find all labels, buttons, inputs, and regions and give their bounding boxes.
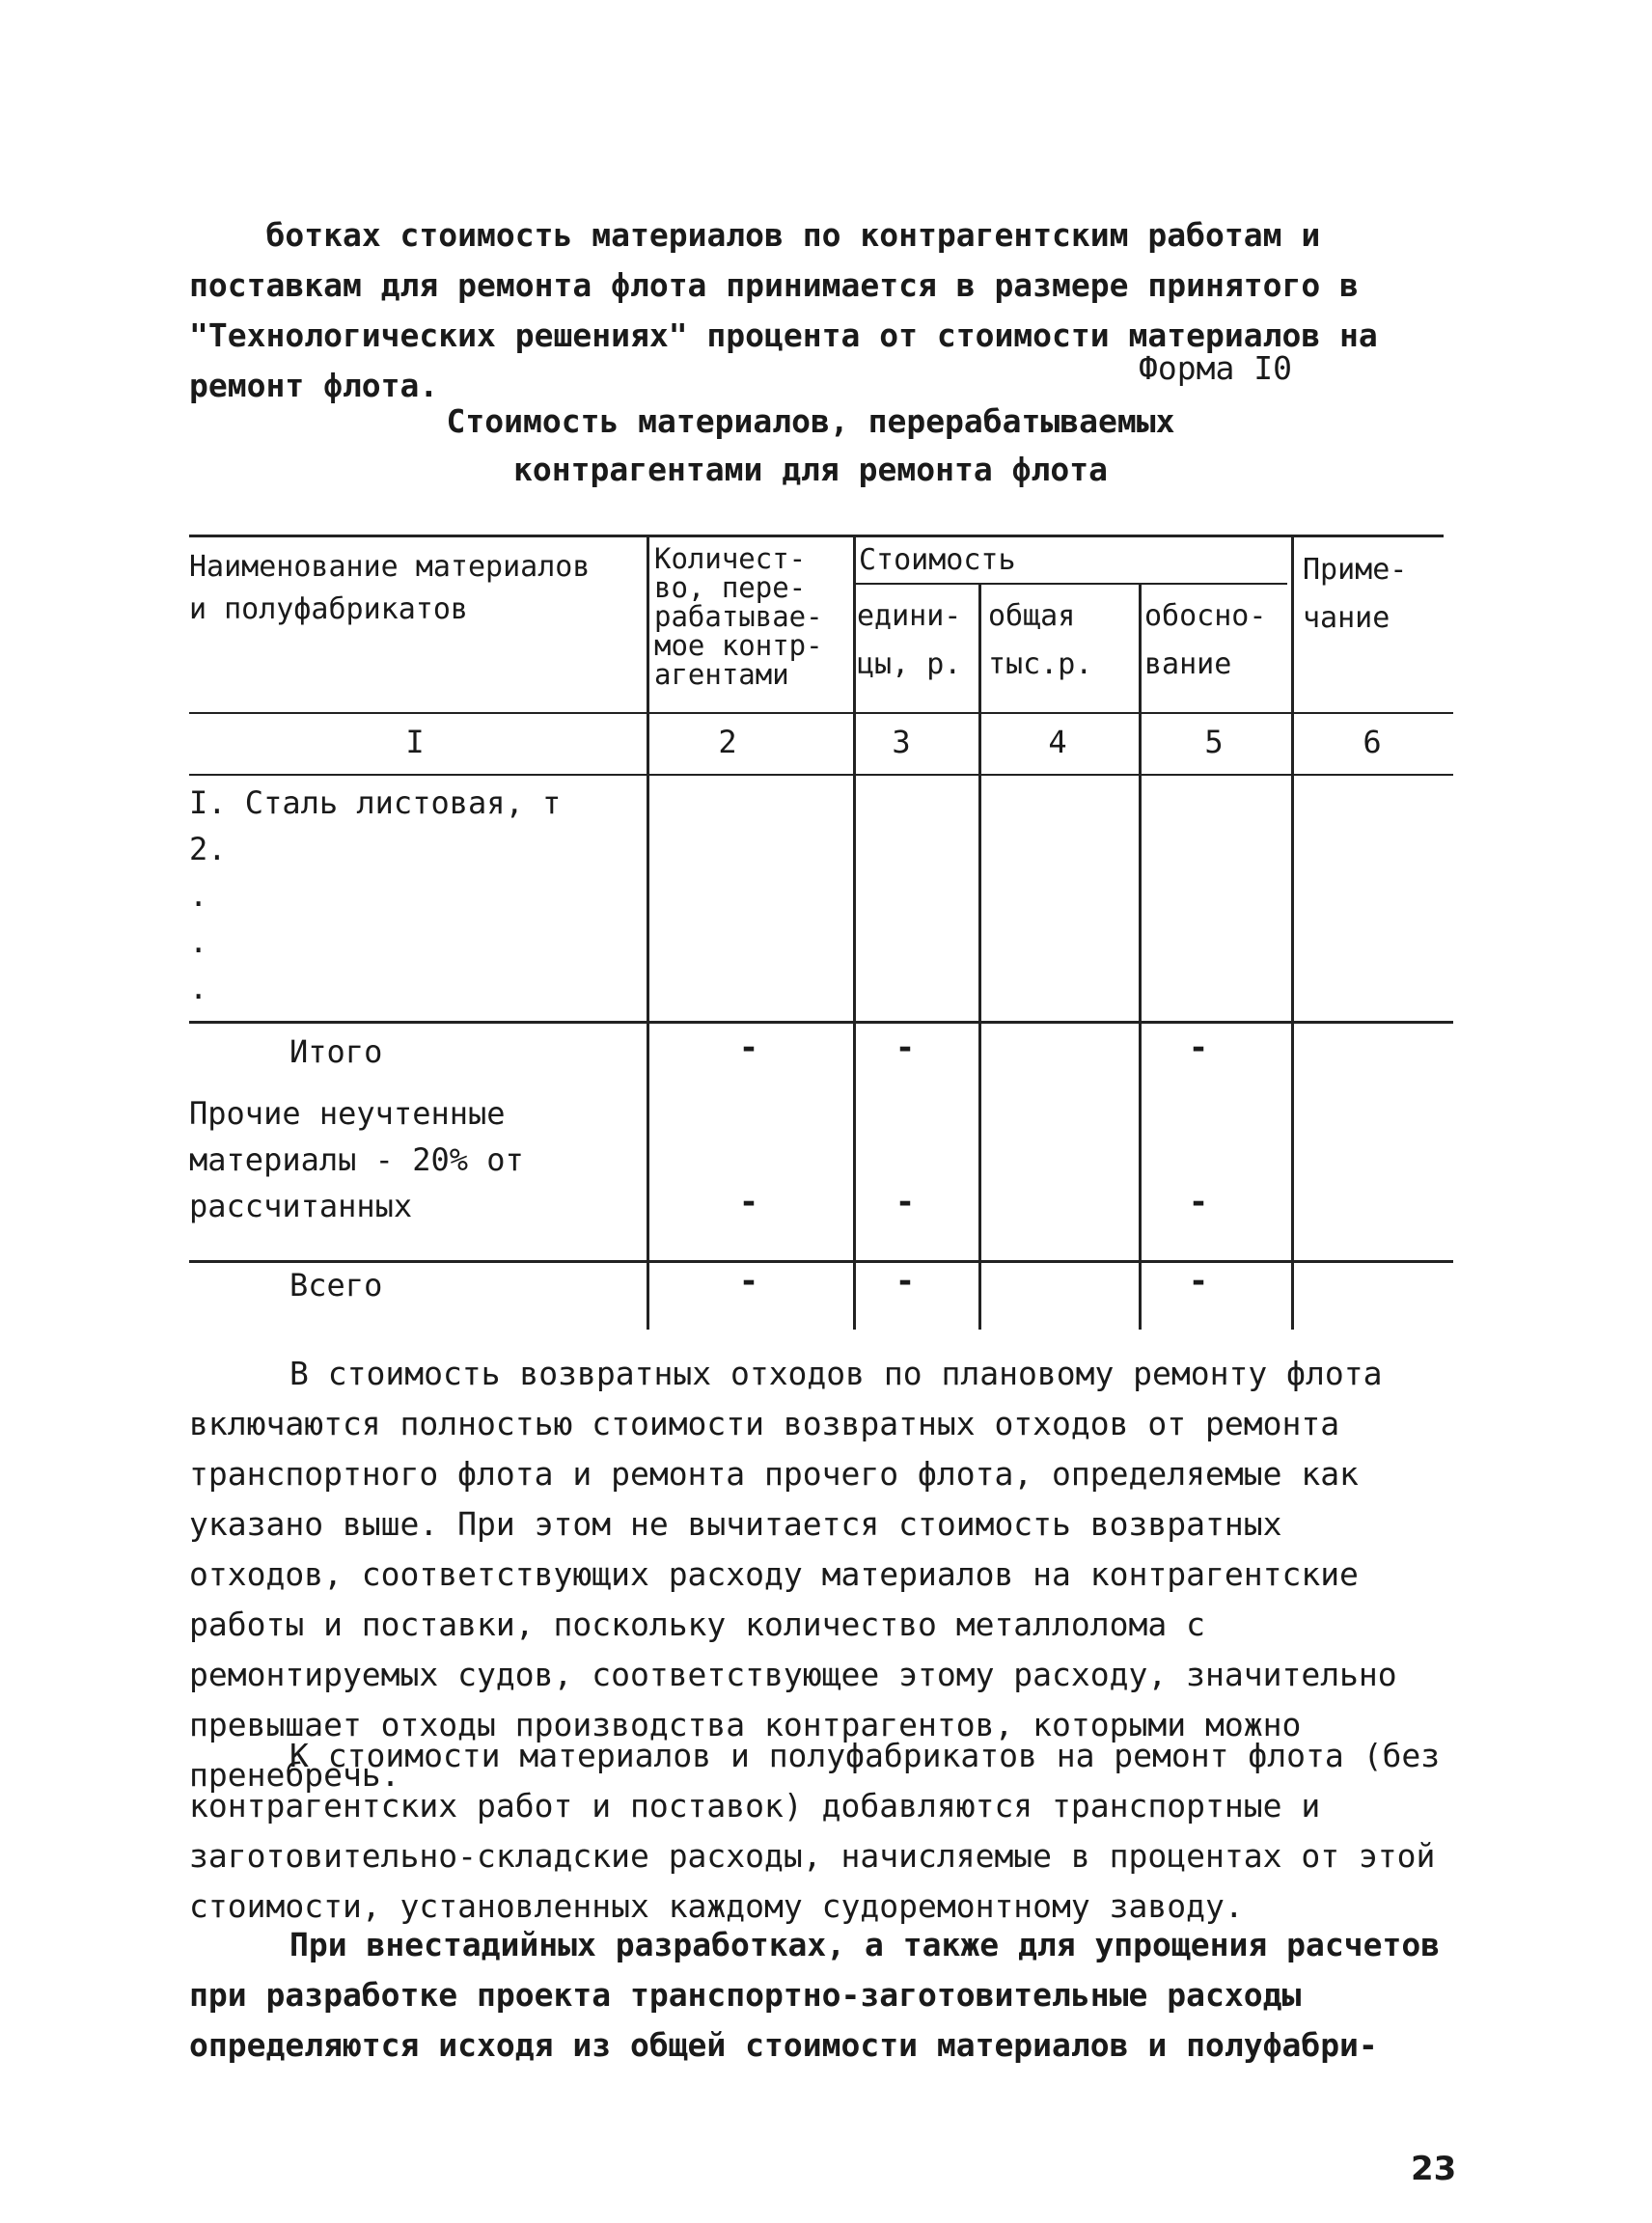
header-total-cost: общая тыс.р. bbox=[988, 599, 1093, 681]
body-paragraph-1-text: В стоимость возвратных отходов по плановому ремонту флота включаются полностью стоимости возвратных отходов от ремонта транспортного флота и ремонта прочего флота, определяемые как указано выше. При этом не вычитается стоимость возвратных отходов, соответствующих расходу материалов на контрагентские работы и поставки, поскольку количество металлолома с ремонтируемых судов, соответствующее этому расходу, значительно превышает отходы производства контрагентов, которыми можно пренебречь. bbox=[189, 1355, 1417, 1794]
numbers-bottom-line bbox=[189, 774, 1453, 776]
table-row-ellipsis-3: . bbox=[189, 970, 208, 1006]
column-number-3: 3 bbox=[892, 724, 911, 760]
body-paragraph-3 bbox=[189, 1920, 1459, 2071]
other-quantity: - bbox=[738, 1183, 759, 1221]
header-bottom-line bbox=[189, 712, 1453, 714]
page-number: 23 bbox=[1411, 2150, 1457, 2188]
itogo-unit-cost: - bbox=[895, 1029, 916, 1067]
other-materials-label: Прочие неучтенные материалы - 20% от рассчитанных bbox=[189, 1095, 524, 1224]
itogo-quantity: - bbox=[738, 1029, 759, 1067]
column-number-2: 2 bbox=[718, 724, 737, 760]
total-unit-cost: - bbox=[895, 1262, 916, 1301]
col-divider-1 bbox=[647, 535, 649, 1330]
body-paragraph-3-text: При внестадийных разработках, а также для упрощения расчетов при разработке проекта транспортно-заготовительные расходы определяются исходя из общей стоимости материалов и полуфабри- bbox=[189, 1926, 1459, 2064]
column-number-6: 6 bbox=[1363, 724, 1382, 760]
other-justification: - bbox=[1188, 1183, 1209, 1221]
total-quantity: - bbox=[738, 1262, 759, 1301]
table-row-item-2: 2. bbox=[189, 831, 227, 867]
table-top-border bbox=[189, 535, 1444, 537]
col-divider-5 bbox=[1291, 535, 1294, 1330]
cost-subheader-line bbox=[853, 583, 1287, 585]
header-note: Приме- чание bbox=[1303, 553, 1408, 635]
table-title: Стоимость материалов, перерабатываемых контрагентами для ремонта флота bbox=[446, 402, 1175, 488]
total-justification: - bbox=[1188, 1262, 1209, 1301]
header-justification: обосно- вание bbox=[1144, 599, 1267, 681]
items-bottom-line bbox=[189, 1021, 1453, 1024]
body-paragraph-2-text: К стоимости материалов и полуфабрикатов на ремонт флота (без контрагентских работ и поставок) добавляются транспортные и заготовительно-складские расходы, начисляемые в процентах от этой стоимости, установленных каждому судоремонтному заводу. bbox=[189, 1737, 1459, 1925]
header-cost-group: Стоимость bbox=[859, 543, 1016, 577]
table-row-ellipsis-2: . bbox=[189, 923, 208, 960]
body-paragraph-2 bbox=[189, 1731, 1459, 1932]
header-name: Наименование материалов и полуфабрикатов bbox=[189, 550, 591, 626]
column-number-5: 5 bbox=[1204, 724, 1224, 760]
itogo-justification: - bbox=[1188, 1029, 1209, 1067]
table-row-ellipsis-1: . bbox=[189, 877, 208, 914]
other-unit-cost: - bbox=[895, 1183, 916, 1221]
total-label: Всего bbox=[289, 1267, 383, 1304]
header-unit-cost: едини- цы, р. bbox=[857, 599, 962, 681]
col-divider-2 bbox=[853, 535, 856, 1330]
col-divider-3 bbox=[978, 583, 981, 1330]
table-row-item-1: I. Сталь листовая, т bbox=[189, 784, 562, 821]
column-number-4: 4 bbox=[1048, 724, 1067, 760]
form-label: Форма I0 bbox=[1139, 349, 1292, 387]
intro-paragraph-text: ботках стоимость материалов по контрагентским работам и поставкам для ремонта флота принимается в размере принятого в "Технологических решениях" процента от стоимости материалов на ремонт флота. bbox=[189, 216, 1397, 404]
itogo-label: Итого bbox=[289, 1033, 383, 1070]
header-quantity: Количест- во, пере- рабатывае- мое контр- агентами bbox=[654, 542, 823, 691]
col-divider-4 bbox=[1139, 583, 1142, 1330]
column-number-1: I bbox=[405, 724, 425, 760]
